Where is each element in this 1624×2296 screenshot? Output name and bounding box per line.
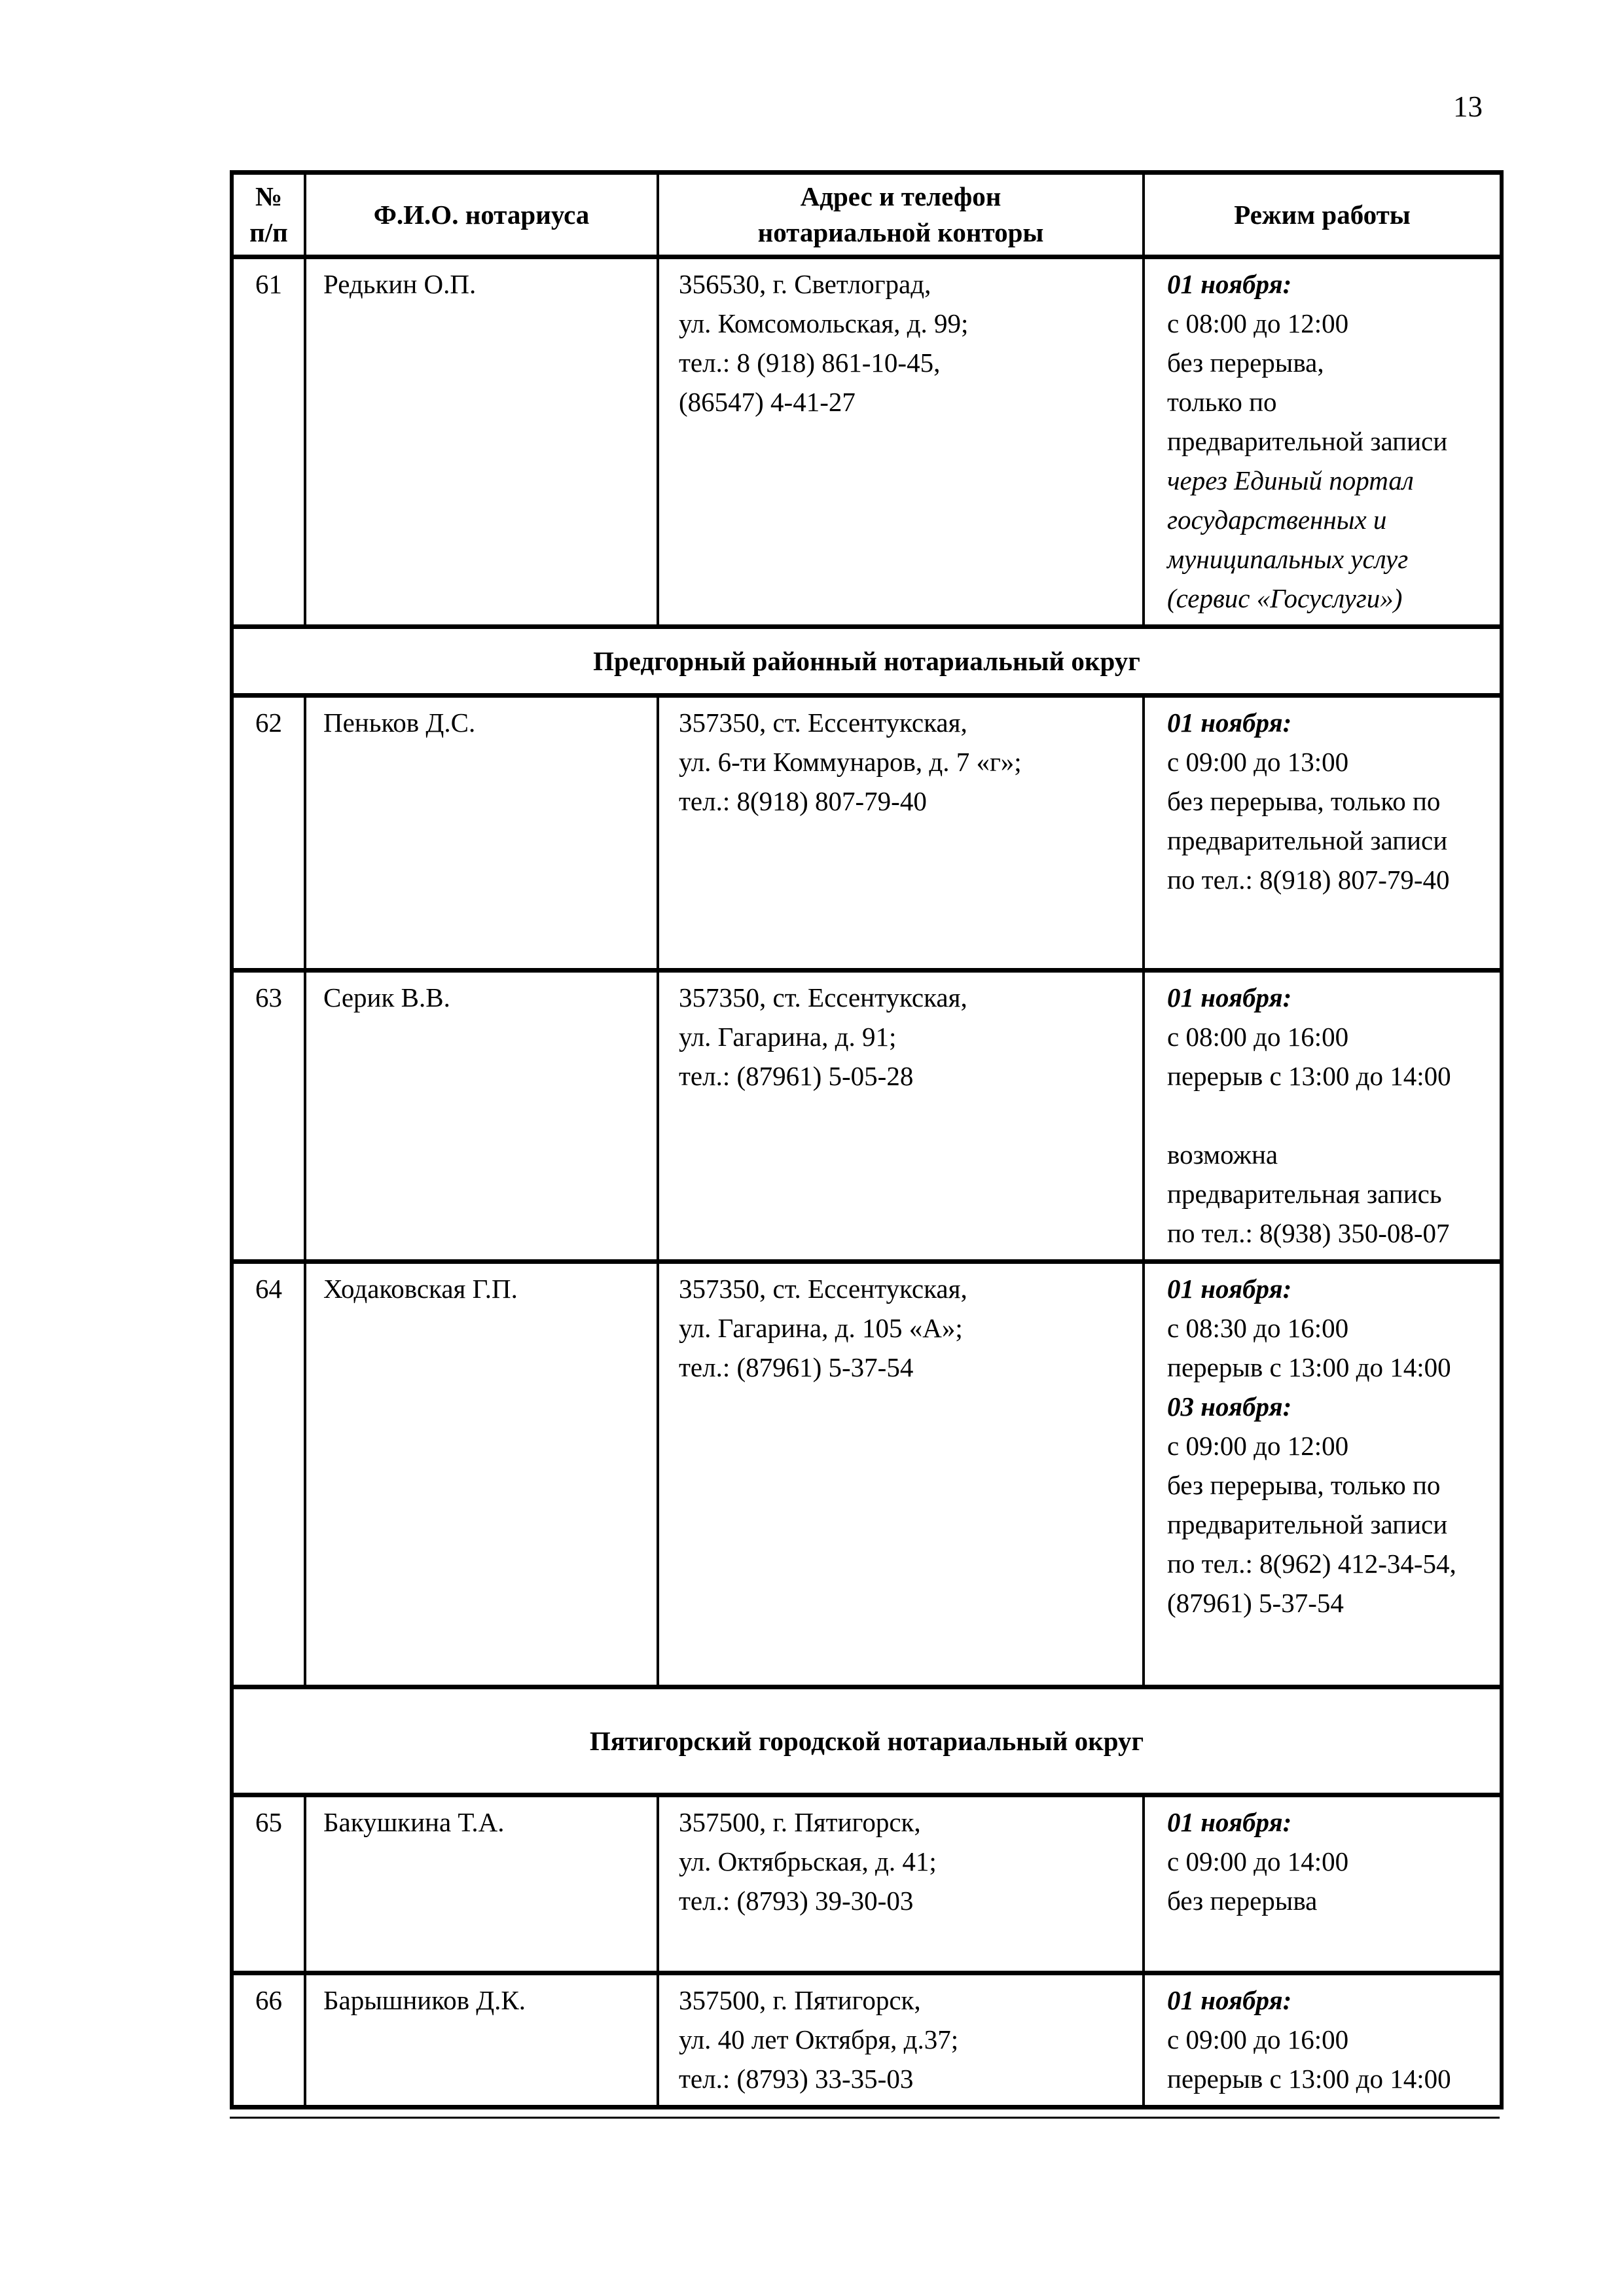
table-row xyxy=(232,1795,1502,1973)
page-number: 13 xyxy=(1453,90,1483,123)
address-line: ул. 40 лет Октября, д.37; xyxy=(679,2024,959,2054)
work-schedule xyxy=(1144,1973,1502,2108)
address-line: ул. Октябрьская, д. 41; xyxy=(679,1846,937,1876)
office-address xyxy=(658,1262,1144,1687)
address-line: 357500, г. Пятигорск, xyxy=(679,1807,921,1837)
address-line: 357350, ст. Ессентукская, xyxy=(679,982,967,1013)
row-number: 62 xyxy=(232,696,305,971)
notary-table-wrap xyxy=(230,170,1500,2119)
schedule-line: предварительной записи xyxy=(1167,426,1448,456)
address-line: тел.: (8793) 39-30-03 xyxy=(679,1886,914,1916)
address-line: тел.: (87961) 5-37-54 xyxy=(679,1352,914,1382)
address-line: тел.: 8(918) 807-79-40 xyxy=(679,786,927,816)
schedule-line: без перерыва, только по xyxy=(1167,1470,1441,1500)
schedule-line: без перерыва xyxy=(1167,1886,1318,1916)
schedule-line: с 08:30 до 16:00 xyxy=(1167,1313,1349,1343)
schedule-line: с 09:00 до 12:00 xyxy=(1167,1431,1349,1461)
schedule-line: 01 ноября: xyxy=(1167,982,1292,1013)
schedule-line: с 09:00 до 16:00 xyxy=(1167,2024,1349,2054)
section-header-row xyxy=(232,1687,1502,1795)
office-address xyxy=(658,1973,1144,2108)
header-row xyxy=(232,173,1502,257)
schedule-line: перерыв с 13:00 до 14:00 xyxy=(1167,2064,1451,2094)
column-header-line: Ф.И.О. нотариуса xyxy=(373,199,590,230)
schedule-line: только по xyxy=(1167,387,1277,417)
schedule-line xyxy=(1167,1096,1490,1135)
column-header-line: Адрес и телефон xyxy=(800,181,1001,211)
table-row xyxy=(232,1262,1502,1687)
notary-name: Ходаковская Г.П. xyxy=(305,1262,658,1687)
address-line: ул. Гагарина, д. 105 «А»; xyxy=(679,1313,963,1343)
section-header-row xyxy=(232,627,1502,696)
address-line: 357350, ст. Ессентукская, xyxy=(679,708,967,738)
section-title: Предгорный районный нотариальный округ xyxy=(232,627,1502,696)
notary-name: Бакушкина Т.А. xyxy=(305,1795,658,1973)
schedule-line: по тел.: 8(938) 350-08-07 xyxy=(1167,1218,1450,1248)
schedule-line: через Единый портал xyxy=(1167,465,1414,495)
work-schedule xyxy=(1144,696,1502,971)
table-row xyxy=(232,696,1502,971)
schedule-line: по тел.: 8(962) 412-34-54, xyxy=(1167,1549,1456,1579)
schedule-line: с 08:00 до 12:00 xyxy=(1167,308,1349,338)
work-schedule xyxy=(1144,1795,1502,1973)
column-header-address xyxy=(658,173,1144,257)
schedule-line: 01 ноября: xyxy=(1167,1807,1292,1837)
schedule-line: перерыв с 13:00 до 14:00 xyxy=(1167,1352,1451,1382)
schedule-line: возможна xyxy=(1167,1139,1278,1170)
schedule-line: с 09:00 до 13:00 xyxy=(1167,747,1349,777)
table-bottom-rule xyxy=(230,2117,1500,2119)
row-number: 65 xyxy=(232,1795,305,1973)
schedule-line: по тел.: 8(918) 807-79-40 xyxy=(1167,865,1450,895)
address-line: ул. Комсомольская, д. 99; xyxy=(679,308,969,338)
column-header-line: нотариальной конторы xyxy=(757,217,1044,247)
table-row xyxy=(232,971,1502,1262)
schedule-line: государственных и xyxy=(1167,505,1387,535)
table-row xyxy=(232,257,1502,627)
table-row xyxy=(232,1973,1502,2108)
schedule-line: предварительной записи xyxy=(1167,1509,1448,1539)
office-address xyxy=(658,696,1144,971)
row-number: 64 xyxy=(232,1262,305,1687)
address-line: ул. 6-ти Коммунаров, д. 7 «г»; xyxy=(679,747,1022,777)
address-line: 357500, г. Пятигорск, xyxy=(679,1985,921,2015)
address-line: ул. Гагарина, д. 91; xyxy=(679,1022,897,1052)
notary-name: Барышников Д.К. xyxy=(305,1973,658,2108)
notary-table xyxy=(230,170,1504,2109)
work-schedule xyxy=(1144,971,1502,1262)
schedule-line: (сервис «Госуслуги») xyxy=(1167,583,1403,613)
column-header-line: Режим работы xyxy=(1234,199,1411,230)
schedule-line: (87961) 5-37-54 xyxy=(1167,1588,1344,1618)
work-schedule xyxy=(1144,257,1502,627)
address-line: тел.: (8793) 33-35-03 xyxy=(679,2064,914,2094)
schedule-line: без перерыва, только по xyxy=(1167,786,1441,816)
schedule-line: 01 ноября: xyxy=(1167,1985,1292,2015)
schedule-line: муниципальных услуг xyxy=(1167,544,1409,574)
address-line: тел.: (87961) 5-05-28 xyxy=(679,1061,914,1091)
address-line: 357350, ст. Ессентукская, xyxy=(679,1274,967,1304)
schedule-line: предварительной записи xyxy=(1167,825,1448,855)
schedule-line: без перерыва, xyxy=(1167,348,1324,378)
schedule-line: предварительная запись xyxy=(1167,1179,1442,1209)
row-number: 66 xyxy=(232,1973,305,2108)
schedule-line: с 09:00 до 14:00 xyxy=(1167,1846,1349,1876)
office-address xyxy=(658,971,1144,1262)
schedule-line: перерыв с 13:00 до 14:00 xyxy=(1167,1061,1451,1091)
notary-table-body xyxy=(232,257,1502,2108)
notary-name: Пеньков Д.С. xyxy=(305,696,658,971)
column-header-line: № xyxy=(255,181,283,211)
office-address xyxy=(658,1795,1144,1973)
address-line: (86547) 4-41-27 xyxy=(679,387,856,417)
row-number: 63 xyxy=(232,971,305,1262)
schedule-line: 03 ноября: xyxy=(1167,1391,1292,1422)
schedule-line: 01 ноября: xyxy=(1167,269,1292,299)
notary-name: Редькин О.П. xyxy=(305,257,658,627)
work-schedule xyxy=(1144,1262,1502,1687)
address-line: тел.: 8 (918) 861-10-45, xyxy=(679,348,941,378)
column-header-num xyxy=(232,173,305,257)
column-header-schedule xyxy=(1144,173,1502,257)
address-line: 356530, г. Светлоград, xyxy=(679,269,931,299)
schedule-line: 01 ноября: xyxy=(1167,1274,1292,1304)
row-number: 61 xyxy=(232,257,305,627)
office-address xyxy=(658,257,1144,627)
notary-table-head xyxy=(232,173,1502,257)
schedule-line: с 08:00 до 16:00 xyxy=(1167,1022,1349,1052)
schedule-line: 01 ноября: xyxy=(1167,708,1292,738)
section-title: Пятигорский городской нотариальный округ xyxy=(232,1687,1502,1795)
notary-name: Серик В.В. xyxy=(305,971,658,1262)
column-header-line: п/п xyxy=(249,217,288,247)
column-header-name xyxy=(305,173,658,257)
